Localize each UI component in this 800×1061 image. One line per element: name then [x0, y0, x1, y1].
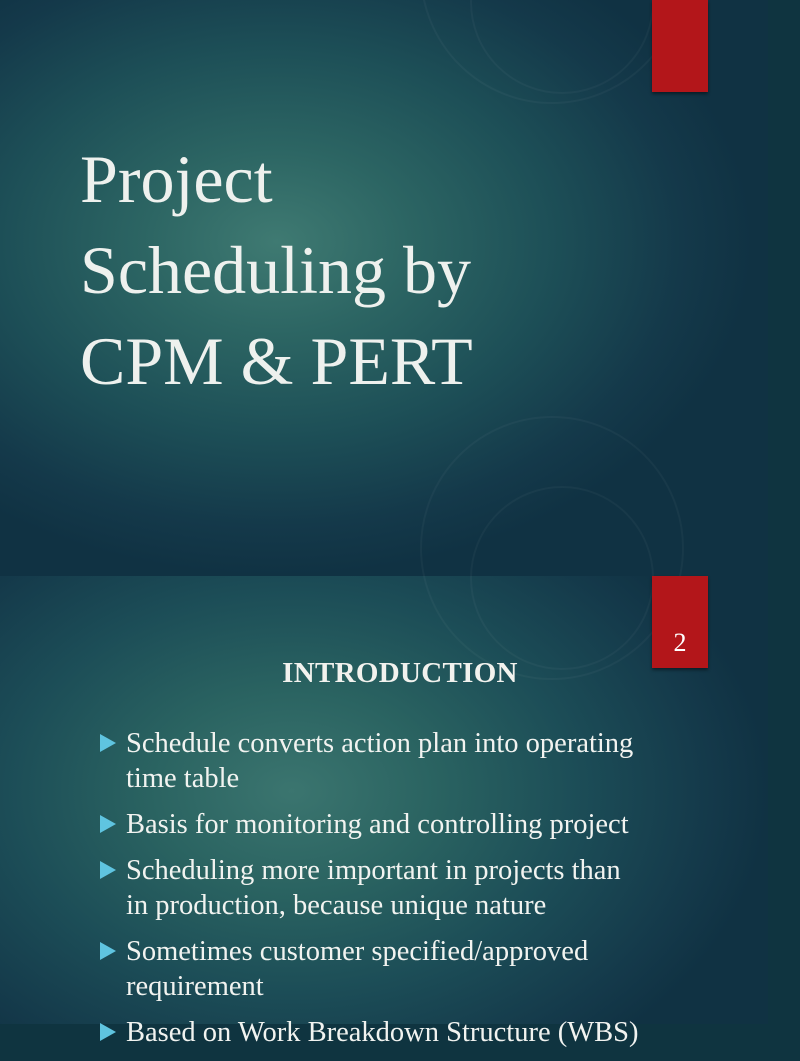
triangle-bullet-icon: [100, 942, 116, 960]
title-line: Project: [80, 141, 273, 217]
list-item: [98, 726, 738, 796]
triangle-bullet-icon: [100, 815, 116, 833]
bullet-line: time table: [126, 763, 240, 794]
bullet-line: Basis for monitoring and controlling project: [126, 809, 629, 840]
title-line: Scheduling by: [80, 232, 471, 308]
list-item: [98, 853, 738, 923]
bullet-text: [126, 807, 738, 842]
bullet-line: Sometimes customer specified/approved: [126, 936, 589, 967]
list-item: [98, 1015, 738, 1050]
bullet-line: Scheduling more important in projects than: [126, 855, 621, 886]
slide-title: [80, 134, 640, 407]
bullet-line: requirement: [126, 971, 264, 1002]
bullet-line: in production, because unique nature: [126, 890, 547, 921]
triangle-bullet-icon: [100, 734, 116, 752]
introduction-slide: [0, 576, 768, 1048]
triangle-bullet-icon: [100, 1023, 116, 1041]
list-item: [98, 934, 738, 1004]
bullet-text: [126, 934, 738, 1004]
bullet-text: [126, 853, 738, 923]
slide-number: 2: [673, 628, 687, 657]
list-item: [98, 807, 738, 842]
triangle-bullet-icon: [100, 861, 116, 879]
accent-tab: [652, 0, 708, 92]
decorative-ring: [470, 486, 654, 670]
title-line: CPM & PERT: [80, 323, 473, 399]
bullet-list: [98, 726, 738, 1061]
bullet-text: [126, 1015, 738, 1050]
accent-tab: [652, 576, 708, 668]
bullet-text: [126, 726, 738, 796]
bullet-line: Based on Work Breakdown Structure (WBS): [126, 1017, 639, 1048]
bullet-line: Schedule converts action plan into operating: [126, 728, 634, 759]
slide-heading: INTRODUCTION: [282, 657, 518, 689]
